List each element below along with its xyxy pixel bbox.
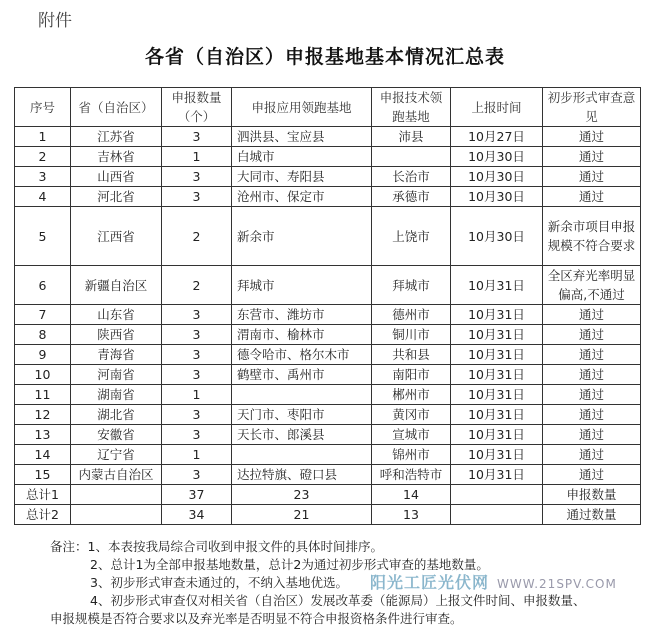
province-cell: 山西省 <box>71 167 162 187</box>
result-cell: 通过 <box>543 405 641 425</box>
column-header: 初步形式审查意见 <box>543 88 641 127</box>
result-cell: 通过 <box>543 465 641 485</box>
province-cell: 湖南省 <box>71 385 162 405</box>
row-number: 4 <box>15 187 71 207</box>
app-base-cell: 达拉特旗、磴口县 <box>232 465 372 485</box>
tech-base-cell: 锦州市 <box>372 445 451 465</box>
tech-base-cell: 承德市 <box>372 187 451 207</box>
total-tech: 13 <box>372 505 451 525</box>
table-row <box>15 445 641 465</box>
total-count: 37 <box>162 485 232 505</box>
province-cell: 吉林省 <box>71 147 162 167</box>
row-number: 7 <box>15 305 71 325</box>
row-number: 12 <box>15 405 71 425</box>
watermark-logo <box>370 574 617 592</box>
app-base-cell <box>232 445 372 465</box>
attachment-label: 附件 <box>38 11 72 31</box>
province-cell: 内蒙古自治区 <box>71 465 162 485</box>
date-cell: 10月31日 <box>451 305 543 325</box>
tech-base-cell: 铜川市 <box>372 325 451 345</box>
date-cell: 10月30日 <box>451 187 543 207</box>
app-base-cell: 泗洪县、宝应县 <box>232 127 372 147</box>
total-label: 总计2 <box>15 505 71 525</box>
count-cell: 1 <box>162 445 232 465</box>
date-cell: 10月31日 <box>451 445 543 465</box>
count-cell: 3 <box>162 187 232 207</box>
date-cell: 10月31日 <box>451 266 543 305</box>
result-cell: 通过 <box>543 147 641 167</box>
table-row <box>15 266 641 305</box>
province-cell: 安徽省 <box>71 425 162 445</box>
total-note: 申报数量 <box>543 485 641 505</box>
row-number: 10 <box>15 365 71 385</box>
app-base-cell: 新余市 <box>232 207 372 266</box>
date-cell: 10月31日 <box>451 345 543 365</box>
table-row <box>15 425 641 445</box>
note-2: 2、总计1为全部申报基地数量，总计2为通过初步形式审查的基地数量。 <box>90 557 489 572</box>
total-app: 23 <box>232 485 372 505</box>
app-base-cell: 大同市、寿阳县 <box>232 167 372 187</box>
count-cell: 2 <box>162 207 232 266</box>
total-label: 总计1 <box>15 485 71 505</box>
province-cell: 河北省 <box>71 187 162 207</box>
app-base-cell: 东营市、潍坊市 <box>232 305 372 325</box>
count-cell: 3 <box>162 425 232 445</box>
totals-row <box>15 505 641 525</box>
table-row <box>15 385 641 405</box>
row-number: 2 <box>15 147 71 167</box>
province-cell: 新疆自治区 <box>71 266 162 305</box>
empty-cell <box>451 505 543 525</box>
tech-base-cell: 郴州市 <box>372 385 451 405</box>
province-cell: 辽宁省 <box>71 445 162 465</box>
row-number: 3 <box>15 167 71 187</box>
table-row <box>15 147 641 167</box>
row-number: 1 <box>15 127 71 147</box>
date-cell: 10月27日 <box>451 127 543 147</box>
count-cell: 3 <box>162 345 232 365</box>
date-cell: 10月31日 <box>451 425 543 445</box>
tech-base-cell: 长治市 <box>372 167 451 187</box>
table-header-row <box>15 88 641 127</box>
tech-base-cell: 黄冈市 <box>372 405 451 425</box>
count-cell: 1 <box>162 385 232 405</box>
note-1: 备注：1、本表按我局综合司收到申报文件的具体时间排序。 <box>50 539 383 554</box>
app-base-cell: 天长市、郎溪县 <box>232 425 372 445</box>
summary-table <box>14 87 641 525</box>
app-base-cell: 拜城市 <box>232 266 372 305</box>
tech-base-cell: 南阳市 <box>372 365 451 385</box>
row-number: 15 <box>15 465 71 485</box>
result-cell: 通过 <box>543 325 641 345</box>
result-cell: 通过 <box>543 167 641 187</box>
province-cell: 江西省 <box>71 207 162 266</box>
date-cell: 10月30日 <box>451 147 543 167</box>
table-row <box>15 345 641 365</box>
date-cell: 10月31日 <box>451 325 543 345</box>
note-5: 申报规模是否符合要求以及弃光率是否明显不符合申报资格条件进行审查。 <box>50 611 463 626</box>
tech-base-cell: 拜城市 <box>372 266 451 305</box>
app-base-cell <box>232 385 372 405</box>
table-row <box>15 465 641 485</box>
province-cell: 山东省 <box>71 305 162 325</box>
count-cell: 3 <box>162 465 232 485</box>
app-base-cell: 鹤壁市、禹州市 <box>232 365 372 385</box>
column-header: 序号 <box>15 88 71 127</box>
tech-base-cell: 呼和浩特市 <box>372 465 451 485</box>
count-cell: 3 <box>162 365 232 385</box>
row-number: 5 <box>15 207 71 266</box>
date-cell: 10月31日 <box>451 405 543 425</box>
tech-base-cell: 沛县 <box>372 127 451 147</box>
row-number: 13 <box>15 425 71 445</box>
result-cell: 新余市项目申报规模不符合要求 <box>543 207 641 266</box>
result-cell: 通过 <box>543 127 641 147</box>
watermark-name: 阳光工匠光伏网 <box>370 573 490 592</box>
tech-base-cell: 德州市 <box>372 305 451 325</box>
app-base-cell: 渭南市、榆林市 <box>232 325 372 345</box>
table-row <box>15 187 641 207</box>
count-cell: 3 <box>162 305 232 325</box>
total-count: 34 <box>162 505 232 525</box>
count-cell: 3 <box>162 127 232 147</box>
tech-base-cell <box>372 147 451 167</box>
result-cell: 全区弃光率明显偏高,不通过 <box>543 266 641 305</box>
province-cell: 湖北省 <box>71 405 162 425</box>
app-base-cell: 天门市、枣阳市 <box>232 405 372 425</box>
empty-cell <box>71 485 162 505</box>
table-row <box>15 127 641 147</box>
result-cell: 通过 <box>543 305 641 325</box>
table-row <box>15 365 641 385</box>
app-base-cell: 德令哈市、格尔木市 <box>232 345 372 365</box>
date-cell: 10月30日 <box>451 167 543 187</box>
row-number: 8 <box>15 325 71 345</box>
table-row <box>15 305 641 325</box>
empty-cell <box>451 485 543 505</box>
tech-base-cell: 上饶市 <box>372 207 451 266</box>
date-cell: 10月31日 <box>451 385 543 405</box>
empty-cell <box>71 505 162 525</box>
totals-row <box>15 485 641 505</box>
table-row <box>15 325 641 345</box>
count-cell: 1 <box>162 147 232 167</box>
row-number: 11 <box>15 385 71 405</box>
table-row <box>15 167 641 187</box>
total-tech: 14 <box>372 485 451 505</box>
table-row <box>15 405 641 425</box>
row-number: 9 <box>15 345 71 365</box>
province-cell: 陕西省 <box>71 325 162 345</box>
province-cell: 河南省 <box>71 365 162 385</box>
table-row <box>15 207 641 266</box>
column-header: 省（自治区） <box>71 88 162 127</box>
column-header: 申报应用领跑基地 <box>232 88 372 127</box>
app-base-cell: 沧州市、保定市 <box>232 187 372 207</box>
result-cell: 通过 <box>543 425 641 445</box>
note-4: 4、初步形式审查仅对相关省（自治区）发展改革委（能源局）上报文件时间、申报数量、 <box>90 593 586 608</box>
province-cell: 江苏省 <box>71 127 162 147</box>
date-cell: 10月30日 <box>451 207 543 266</box>
count-cell: 3 <box>162 167 232 187</box>
count-cell: 3 <box>162 405 232 425</box>
note-3: 3、初步形式审查未通过的，不纳入基地优选。 <box>90 575 348 590</box>
total-note: 通过数量 <box>543 505 641 525</box>
result-cell: 通过 <box>543 365 641 385</box>
column-header: 申报数量（个） <box>162 88 232 127</box>
column-header: 申报技术领跑基地 <box>372 88 451 127</box>
watermark-url: WWW.21SPV.COM <box>497 577 617 591</box>
row-number: 14 <box>15 445 71 465</box>
result-cell: 通过 <box>543 385 641 405</box>
app-base-cell: 白城市 <box>232 147 372 167</box>
tech-base-cell: 宣城市 <box>372 425 451 445</box>
count-cell: 3 <box>162 325 232 345</box>
row-number: 6 <box>15 266 71 305</box>
column-header: 上报时间 <box>451 88 543 127</box>
tech-base-cell: 共和县 <box>372 345 451 365</box>
province-cell: 青海省 <box>71 345 162 365</box>
date-cell: 10月31日 <box>451 365 543 385</box>
result-cell: 通过 <box>543 345 641 365</box>
result-cell: 通过 <box>543 445 641 465</box>
count-cell: 2 <box>162 266 232 305</box>
document-title: 各省（自治区）申报基地基本情况汇总表 <box>144 46 505 68</box>
result-cell: 通过 <box>543 187 641 207</box>
total-app: 21 <box>232 505 372 525</box>
date-cell: 10月31日 <box>451 465 543 485</box>
